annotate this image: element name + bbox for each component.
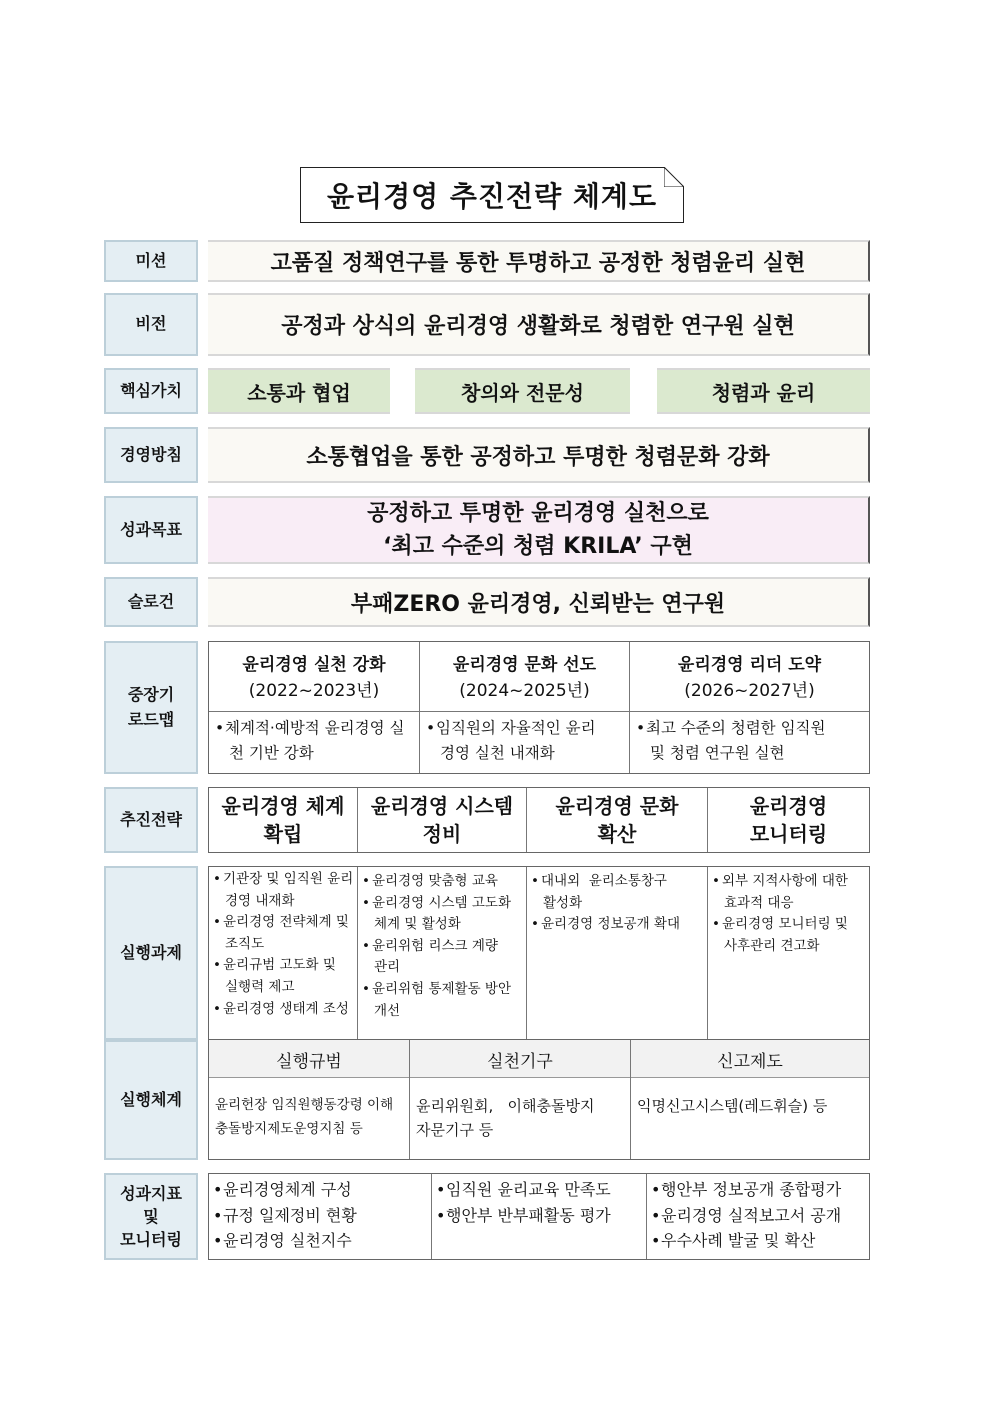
bullet-mark: • <box>651 1205 661 1225</box>
task-item <box>362 979 524 1022</box>
indicators-column-3 <box>651 1177 869 1254</box>
roadmap-label-line-2: 로드맵 <box>127 709 175 729</box>
bullet-mark: • <box>213 914 221 931</box>
task-item-text: 윤리위험 통제활동 방안 <box>372 980 511 997</box>
strategy-item-2 <box>358 788 526 852</box>
folded-corner-icon <box>664 167 684 187</box>
strategy-item-4-line-2: 모니터링 <box>749 822 828 846</box>
core-values-label: 핵심가치 <box>104 368 198 414</box>
tasks-label: 실행과제 <box>104 866 198 1040</box>
bullet-mark: • <box>362 980 370 997</box>
indicators-label-line-1: 성과지표 <box>120 1183 182 1203</box>
strategy-table <box>208 787 870 853</box>
task-item-text: 윤리규범 고도화 및 <box>223 957 336 974</box>
indicators-table <box>208 1173 870 1260</box>
policy-label: 경영방침 <box>104 427 198 483</box>
indicators-label-line-2: 및 <box>143 1206 159 1226</box>
bullet-mark: • <box>436 1180 446 1199</box>
strategy-item-3-line-2: 확산 <box>597 822 637 846</box>
system-cell-2 <box>416 1094 628 1142</box>
goal-label: 성과목표 <box>104 496 198 564</box>
task-item-text: 사후관리 견고화 <box>724 937 820 954</box>
indicator-item-text: 행안부 정보공개 종합평가 <box>661 1180 842 1199</box>
task-item-text: 윤리위험 리스크 계량 <box>372 937 498 954</box>
slogan-label: 슬로건 <box>104 577 198 627</box>
roadmap-stage-3-period: (2026~2027년) <box>684 681 815 701</box>
roadmap-stage-3-desc-line-1: 최고 수준의 청렴한 임직원 <box>646 719 826 737</box>
bullet-mark: • <box>213 1180 223 1199</box>
bullet-mark: • <box>436 1205 446 1225</box>
roadmap-label <box>104 641 198 774</box>
bullet-mark: • <box>213 1000 221 1017</box>
indicator-item-text: 규정 일제정비 현황 <box>223 1205 357 1225</box>
bullet-mark: • <box>362 894 370 911</box>
indicator-item <box>651 1203 869 1229</box>
roadmap-stage-1-desc: • 체계적·예방적 윤리경영 실 천 기반 강화 <box>215 716 417 766</box>
task-item <box>712 871 868 914</box>
roadmap-stage-1-period: (2022~2023년) <box>248 681 380 701</box>
strategy-item-2-line-2: 정비 <box>422 822 462 846</box>
task-item-text: 윤리경영 시스템 고도화 <box>372 894 511 911</box>
bullet-mark: • <box>651 1180 661 1199</box>
indicator-item <box>213 1203 429 1229</box>
indicator-item-text: 윤리경영 실적보고서 공개 <box>661 1205 842 1225</box>
roadmap-stage-3-header <box>630 648 869 708</box>
task-item-text: 윤리경영 정보공개 확대 <box>541 916 680 933</box>
task-item <box>213 999 355 1021</box>
task-item-text: 개선 <box>374 1002 401 1019</box>
bullet-mark: • <box>712 873 720 889</box>
indicator-item-text: 윤리경영 실천지수 <box>223 1231 352 1251</box>
bullet-mark: • <box>362 873 370 889</box>
task-item <box>213 869 355 912</box>
system-cell-3-line-1: 익명신고시스템(레드휘슬) 등 <box>637 1097 828 1115</box>
indicator-item-text: 임직원 윤리교육 만족도 <box>446 1180 611 1199</box>
bullet-mark: • <box>531 916 539 933</box>
mission-text: 고품질 정책연구를 통한 투명하고 공정한 청렴윤리 실현 <box>208 240 870 282</box>
task-item-text: 윤리경영 생태계 조성 <box>223 1000 349 1017</box>
strategy-item-1-line-1: 윤리경영 체계 <box>221 794 345 818</box>
task-item <box>213 955 355 998</box>
indicator-item-text: 윤리경영체계 구성 <box>223 1180 352 1199</box>
roadmap-label-line-1: 중장기 <box>127 684 175 704</box>
roadmap-stage-1-desc-line-2: 천 기반 강화 <box>229 743 314 762</box>
roadmap-stage-2-title: 윤리경영 문화 선도 <box>452 654 597 675</box>
indicator-item <box>651 1177 869 1203</box>
roadmap-stage-3-desc-line-2: 및 청렴 연구원 실현 <box>650 743 785 762</box>
task-item-text: 관리 <box>374 959 401 976</box>
page-title: 윤리경영 추진전략 체계도 <box>300 167 684 223</box>
task-item-text: 윤리경영 맞춤형 교육 <box>372 873 498 889</box>
tasks-column-2 <box>362 871 524 1022</box>
slogan-text: 부패ZERO 윤리경영, 신뢰받는 연구원 <box>208 577 870 627</box>
bullet-mark: • <box>213 957 221 974</box>
task-item-text: 조직도 <box>225 935 265 952</box>
goal-text <box>208 496 870 564</box>
strategy-item-4 <box>708 788 869 852</box>
task-item-text: 외부 지적사항에 대한 <box>722 873 848 889</box>
indicator-item <box>213 1177 429 1203</box>
bullet-mark: • <box>213 1205 223 1225</box>
goal-line-1: 공정하고 투명한 윤리경영 실천으로 <box>367 501 709 526</box>
core-value-3: 청렴과 윤리 <box>657 368 870 414</box>
roadmap-stage-1-header <box>209 648 419 708</box>
task-item <box>712 914 868 957</box>
task-item-text: 기관장 및 임직원 윤리 <box>223 871 354 887</box>
tasks-column-3 <box>531 871 705 936</box>
task-item-text: 윤리경영 전략체계 및 <box>223 914 349 931</box>
policy-text: 소통협업을 통한 공정하고 투명한 청렴문화 강화 <box>208 427 870 483</box>
roadmap-stage-3-title: 윤리경영 리더 도약 <box>677 654 822 675</box>
strategy-label: 추진전략 <box>104 787 198 853</box>
core-value-1: 소통과 협업 <box>208 368 390 414</box>
vision-text: 공정과 상식의 윤리경영 생활화로 청렴한 연구원 실현 <box>208 293 870 356</box>
task-item-text: 효과적 대응 <box>724 894 794 911</box>
bullet-mark: • <box>712 916 720 933</box>
task-item-text: 활성화 <box>543 894 583 911</box>
system-cell-2-line-2: 자문기구 등 <box>416 1121 494 1139</box>
system-cell-1-line-1: 윤리헌장 임직원행동강령 이해 <box>215 1097 394 1113</box>
indicator-item <box>436 1177 644 1203</box>
system-cell-1-line-2: 충돌방지제도운영지침 등 <box>215 1120 363 1137</box>
roadmap-stage-2-period: (2024~2025년) <box>459 681 590 701</box>
strategy-item-3-line-1: 윤리경영 문화 <box>555 794 679 818</box>
strategy-item-4-line-1: 윤리경영 <box>749 794 828 818</box>
indicator-item-text: 우수사례 발굴 및 확산 <box>661 1231 816 1251</box>
indicators-label-line-3: 모니터링 <box>120 1230 182 1250</box>
system-cell-1 <box>215 1094 407 1141</box>
task-item <box>531 871 705 914</box>
indicator-item <box>436 1203 644 1229</box>
task-item <box>213 912 355 955</box>
roadmap-stage-2-header <box>420 648 629 708</box>
task-item-text: 체계 및 활성화 <box>374 916 461 933</box>
system-cell-3 <box>637 1094 867 1118</box>
system-header-1: 실행규범 <box>276 1051 342 1072</box>
indicator-item <box>213 1228 429 1254</box>
task-item-text: 경영 내재화 <box>225 892 295 909</box>
indicators-column-1 <box>213 1177 429 1254</box>
indicator-item <box>651 1228 869 1254</box>
strategy-item-1-line-2: 확립 <box>263 822 303 846</box>
task-item <box>362 871 524 893</box>
roadmap-stage-1-desc-line-1: 체계적·예방적 윤리경영 실 <box>225 719 405 737</box>
strategy-item-3 <box>527 788 707 852</box>
system-label: 실행체계 <box>104 1040 198 1160</box>
bullet-mark: • <box>531 873 539 889</box>
task-item-text: 윤리경영 모니터링 및 <box>722 916 848 933</box>
system-header-2: 실천기구 <box>487 1051 553 1072</box>
bullet-mark: • <box>213 1231 223 1251</box>
roadmap-stage-1-title: 윤리경영 실천 강화 <box>242 654 386 675</box>
system-header-3: 신고제도 <box>717 1051 783 1072</box>
goal-line-2: ‘최고 수준의 청렴 KRILA’ 구현 <box>383 534 693 559</box>
task-item-text: 실행력 제고 <box>225 978 295 995</box>
bullet-mark: • <box>651 1231 661 1251</box>
roadmap-table <box>208 641 870 774</box>
tasks-table <box>208 866 870 1040</box>
roadmap-stage-3-desc: • 최고 수준의 청렴한 임직원 및 청렴 연구원 실현 <box>636 716 866 766</box>
task-item-text: 대내외 윤리소통창구 <box>541 873 667 889</box>
roadmap-stage-2-desc: • 임직원의 자율적인 윤리 경영 실천 내재화 <box>426 716 626 766</box>
core-value-2: 창의와 전문성 <box>415 368 630 414</box>
task-item <box>362 893 524 936</box>
system-cell-2-line-1: 윤리위원회, 이해충돌방지 <box>416 1097 595 1115</box>
tasks-column-4 <box>712 871 868 957</box>
bullet-mark: • <box>362 937 370 954</box>
vision-label: 비전 <box>104 293 198 356</box>
task-item <box>362 936 524 979</box>
task-item <box>531 914 705 936</box>
system-table <box>208 1039 870 1160</box>
indicator-item-text: 행안부 반부패활동 평가 <box>446 1205 611 1225</box>
strategy-item-2-line-1: 윤리경영 시스템 <box>370 794 514 818</box>
bullet-mark: • <box>213 871 221 887</box>
mission-label: 미션 <box>104 240 198 282</box>
roadmap-stage-2-desc-line-1: 임직원의 자율적인 윤리 <box>436 719 596 737</box>
strategy-item-1 <box>209 788 357 852</box>
roadmap-stage-2-desc-line-2: 경영 실천 내재화 <box>440 743 555 762</box>
indicators-label <box>104 1173 198 1260</box>
tasks-column-1 <box>213 869 355 1020</box>
indicators-column-2 <box>436 1177 644 1228</box>
